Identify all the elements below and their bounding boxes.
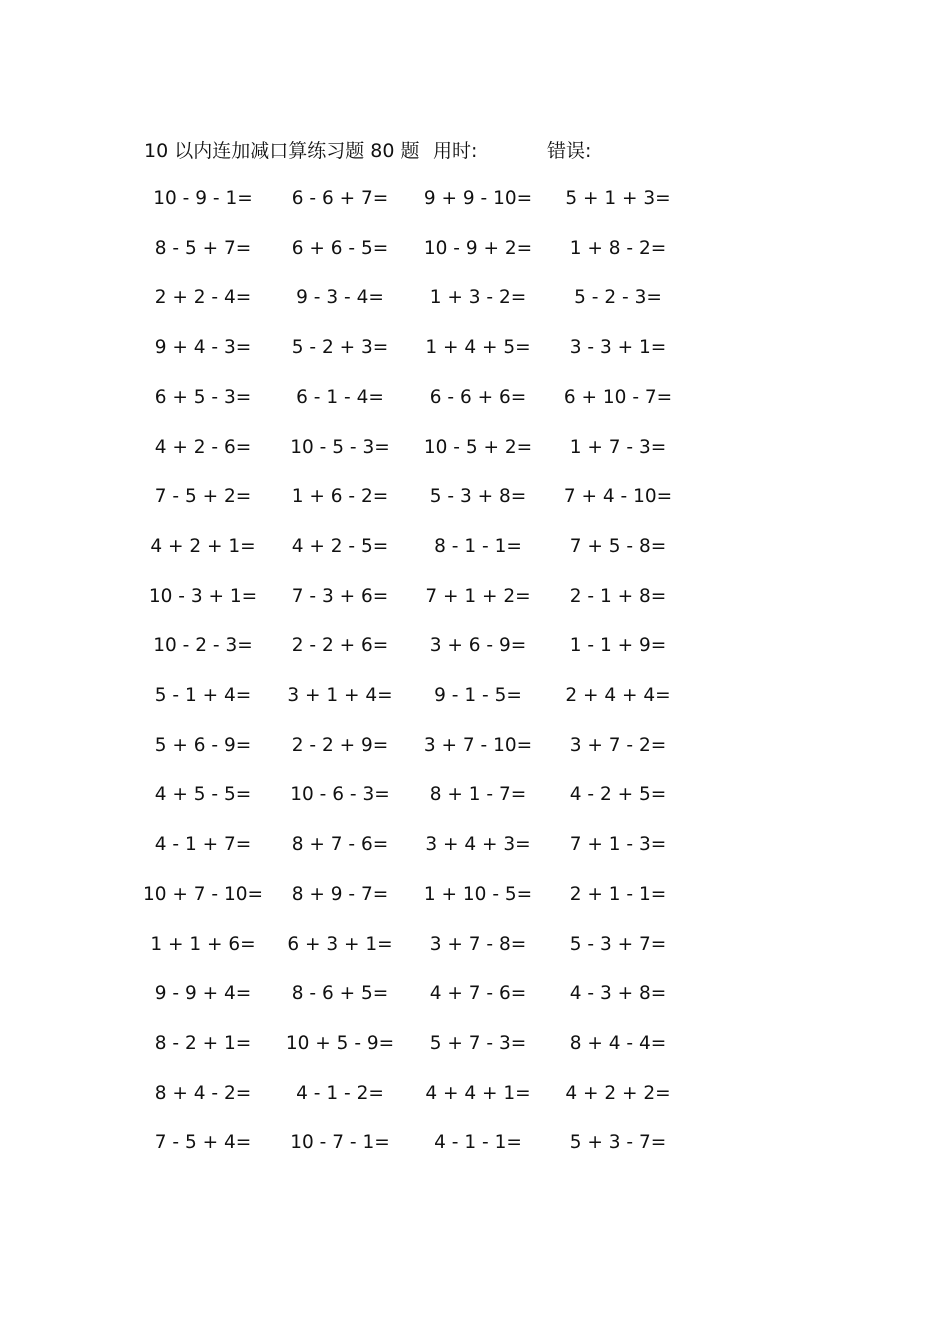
problem-item: 10 + 5 - 9= — [285, 1032, 395, 1054]
problem-item: 7 + 1 + 2= — [425, 585, 531, 607]
problem-item: 8 + 7 - 6= — [291, 834, 389, 856]
problem-item: 4 + 2 + 1= — [150, 535, 256, 557]
problem-item: 4 - 1 + 7= — [154, 834, 252, 856]
problem-item: 5 - 2 - 3= — [574, 287, 662, 309]
problem-item: 7 - 3 + 6= — [291, 585, 389, 607]
problem-item: 5 - 3 + 7= — [569, 933, 667, 955]
time-used-label: 用时: — [433, 140, 478, 162]
problem-item: 8 + 9 - 7= — [291, 883, 389, 905]
problem-item: 7 - 5 + 2= — [154, 486, 252, 508]
problem-item: 3 + 7 - 2= — [569, 734, 667, 756]
problem-item: 3 + 6 - 9= — [429, 635, 527, 657]
problem-item: 8 + 4 - 2= — [154, 1082, 252, 1104]
problem-item: 4 + 2 + 2= — [565, 1082, 671, 1104]
problem-item: 10 - 7 - 1= — [290, 1132, 390, 1154]
problem-item: 9 - 9 + 4= — [154, 983, 252, 1005]
problem-item: 4 - 1 - 1= — [434, 1132, 522, 1154]
problem-item: 8 - 5 + 7= — [154, 237, 252, 259]
problem-item: 6 - 1 - 4= — [296, 386, 384, 408]
problem-item: 9 - 1 - 5= — [434, 685, 522, 706]
problem-item: 4 - 2 + 5= — [569, 784, 667, 806]
problem-item: 4 + 2 - 6= — [154, 436, 252, 458]
problem-item: 10 - 2 - 3= — [153, 635, 253, 657]
problem-item: 10 - 3 + 1= — [148, 585, 258, 607]
problem-item: 6 + 6 - 5= — [291, 237, 389, 259]
problem-item: 2 - 2 + 6= — [291, 635, 389, 657]
problem-item: 9 + 9 - 10= — [423, 188, 533, 209]
problem-item: 5 - 3 + 8= — [429, 486, 527, 508]
problem-item: 4 - 1 - 2= — [296, 1082, 384, 1104]
problem-item: 4 - 3 + 8= — [569, 983, 667, 1005]
problem-item: 5 + 3 - 7= — [569, 1132, 667, 1154]
problem-item: 2 - 2 + 9= — [291, 734, 389, 756]
problem-item: 7 + 1 - 3= — [569, 834, 667, 856]
problem-item: 6 - 6 + 6= — [429, 386, 527, 408]
problem-item: 2 - 1 + 8= — [569, 585, 667, 607]
problem-item: 1 + 4 + 5= — [425, 337, 531, 359]
problem-item: 6 + 5 - 3= — [154, 386, 252, 408]
problem-item: 5 + 1 + 3= — [565, 188, 671, 209]
problem-item: 7 + 4 - 10= — [563, 486, 673, 508]
problem-item: 5 - 1 + 4= — [154, 685, 252, 706]
problem-item: 3 + 1 + 4= — [287, 685, 393, 706]
problem-item: 1 + 1 + 6= — [150, 933, 256, 955]
problem-item: 6 + 10 - 7= — [563, 386, 673, 408]
problem-item: 2 + 1 - 1= — [569, 883, 667, 905]
problem-item: 6 - 6 + 7= — [291, 188, 389, 209]
problem-item: 5 + 6 - 9= — [154, 734, 252, 756]
worksheet-title: 10 以内连加减口算练习题 80 题 — [144, 140, 420, 162]
problem-item: 8 - 6 + 5= — [291, 983, 389, 1005]
problem-item: 7 - 5 + 4= — [154, 1132, 252, 1154]
problem-item: 1 + 8 - 2= — [569, 237, 667, 259]
problem-item: 1 + 7 - 3= — [569, 436, 667, 458]
problem-item: 4 + 5 - 5= — [154, 784, 252, 806]
problem-item: 5 - 2 + 3= — [291, 337, 389, 359]
problem-item: 4 + 4 + 1= — [425, 1082, 531, 1104]
problem-item: 10 - 5 - 3= — [290, 436, 390, 458]
problem-item: 3 + 7 - 10= — [423, 734, 533, 756]
problem-item: 2 + 2 - 4= — [154, 287, 252, 309]
problem-item: 8 + 4 - 4= — [569, 1032, 667, 1054]
problem-item: 6 + 3 + 1= — [287, 933, 393, 955]
problem-item: 9 - 3 - 4= — [296, 287, 384, 309]
problem-item: 7 + 5 - 8= — [569, 535, 667, 557]
problem-item: 4 + 7 - 6= — [429, 983, 527, 1005]
problem-item: 10 - 9 - 1= — [153, 188, 253, 209]
problem-item: 5 + 7 - 3= — [429, 1032, 527, 1054]
problem-item: 9 + 4 - 3= — [154, 337, 252, 359]
error-count-label: 错误: — [547, 140, 592, 162]
problem-item: 1 + 6 - 2= — [291, 486, 389, 508]
problem-item: 2 + 4 + 4= — [565, 685, 671, 706]
problem-item: 8 - 2 + 1= — [154, 1032, 252, 1054]
problem-item: 4 + 2 - 5= — [291, 535, 389, 557]
problem-item: 1 + 10 - 5= — [423, 883, 533, 905]
problem-item: 10 - 5 + 2= — [423, 436, 533, 458]
problem-item: 10 + 7 - 10= — [142, 883, 264, 905]
problem-item: 3 + 4 + 3= — [425, 834, 531, 856]
problem-item: 10 - 9 + 2= — [423, 237, 533, 259]
problem-item: 8 + 1 - 7= — [429, 784, 527, 806]
problem-item: 3 - 3 + 1= — [569, 337, 667, 359]
problem-item: 10 - 6 - 3= — [290, 784, 390, 806]
problem-item: 8 - 1 - 1= — [434, 535, 522, 557]
problem-item: 1 + 3 - 2= — [429, 287, 527, 309]
problem-item: 1 - 1 + 9= — [569, 635, 667, 657]
problem-item: 3 + 7 - 8= — [429, 933, 527, 955]
